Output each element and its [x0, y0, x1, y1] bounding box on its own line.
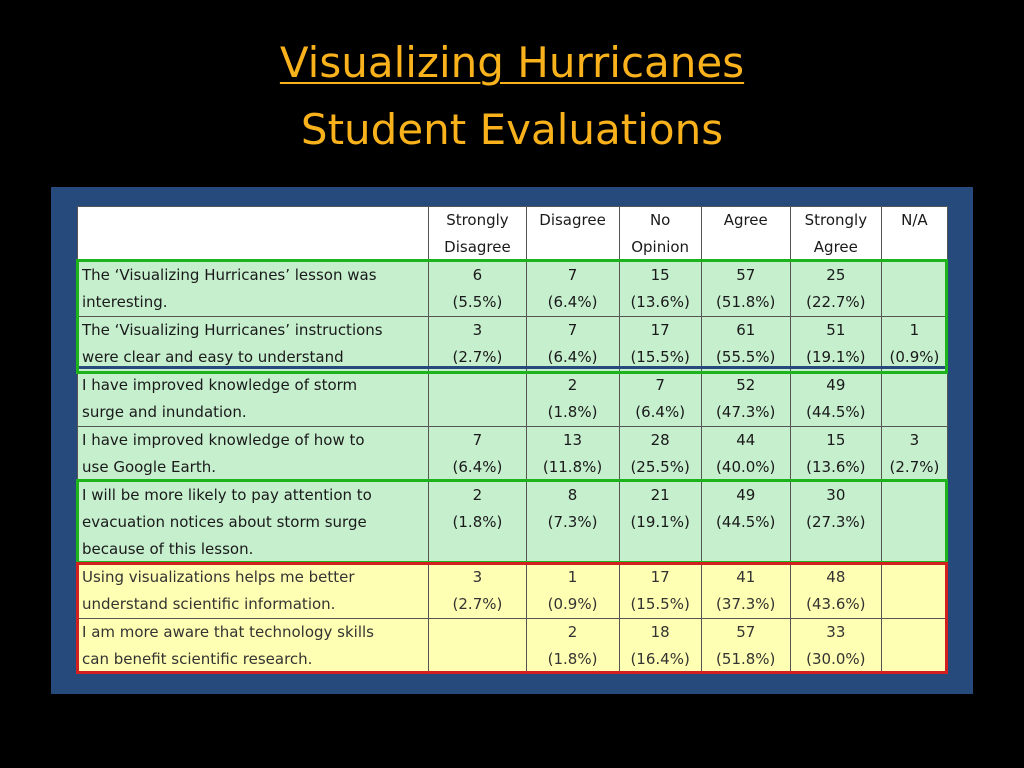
slide-title: Visualizing Hurricanes — [279, 38, 745, 87]
value-cell — [526, 482, 619, 564]
count-value: 7 — [655, 376, 665, 394]
value-cell — [619, 372, 701, 427]
table-row — [78, 372, 948, 427]
percent-value: (6.4%) — [547, 293, 598, 311]
header-line: Strongly — [804, 211, 868, 229]
statement-cell — [78, 564, 429, 619]
value-cell — [881, 427, 947, 482]
percent-value: (0.9%) — [889, 348, 940, 366]
statement-line: I have improved knowledge of storm — [82, 376, 358, 394]
percent-value: (0.9%) — [547, 595, 598, 613]
percent-value: (2.7%) — [889, 458, 940, 476]
value-cell — [429, 427, 526, 482]
percent-value: (6.4%) — [635, 403, 686, 421]
percent-value: (40.0%) — [716, 458, 776, 476]
count-value: 7 — [567, 266, 578, 284]
count-value: 44 — [736, 431, 756, 449]
percent-value: (47.3%) — [716, 403, 776, 421]
count-value: 1 — [567, 568, 578, 586]
count-value: 7 — [567, 321, 578, 339]
percent-value: (1.8%) — [452, 513, 503, 531]
header-no-opinion — [619, 207, 701, 262]
value-cell — [881, 317, 947, 372]
count-value: 21 — [650, 486, 670, 504]
count-value: 15 — [650, 266, 670, 284]
percent-value: (2.7%) — [452, 595, 503, 613]
header-statement — [78, 207, 429, 262]
value-cell — [526, 564, 619, 619]
count-value: 1 — [909, 321, 920, 339]
value-cell — [619, 619, 701, 674]
statement-line: use Google Earth. — [82, 458, 216, 476]
statement-cell — [78, 619, 429, 674]
header-line: N/A — [901, 211, 928, 229]
table-row — [78, 482, 948, 564]
value-cell — [881, 262, 947, 317]
value-cell — [790, 564, 881, 619]
count-value: 6 — [472, 266, 483, 284]
percent-value: (11.8%) — [542, 458, 603, 476]
percent-value: (27.3%) — [806, 513, 866, 531]
percent-value: (43.6%) — [806, 595, 866, 613]
value-cell — [619, 427, 701, 482]
statement-line: I am more aware that technology skills — [82, 623, 374, 641]
statement-line: I have improved knowledge of how to — [82, 431, 365, 449]
value-cell — [526, 372, 619, 427]
count-value: 17 — [650, 321, 670, 339]
value-cell — [790, 482, 881, 564]
header-row — [78, 207, 948, 262]
statement-line: The ‘Visualizing Hurricanes’ lesson was — [82, 266, 377, 284]
value-cell — [429, 482, 526, 564]
count-value: 25 — [826, 266, 846, 284]
value-cell — [790, 262, 881, 317]
count-value: 2 — [567, 376, 578, 394]
value-cell — [881, 619, 947, 674]
count-value: 8 — [567, 486, 578, 504]
count-value: 15 — [826, 431, 846, 449]
header-agree — [701, 207, 790, 262]
percent-value: (13.6%) — [806, 458, 866, 476]
value-cell — [526, 262, 619, 317]
header-line: Agree — [813, 238, 858, 256]
header-na — [881, 207, 947, 262]
value-cell — [526, 619, 619, 674]
percent-value: (22.7%) — [806, 293, 866, 311]
percent-value: (55.5%) — [716, 348, 776, 366]
percent-value: (51.8%) — [716, 293, 776, 311]
value-cell — [790, 619, 881, 674]
percent-value: (2.7%) — [452, 348, 503, 366]
percent-value: (1.8%) — [547, 650, 598, 668]
count-value: 17 — [650, 568, 670, 586]
statement-line: surge and inundation. — [82, 403, 247, 421]
percent-value: (15.5%) — [630, 595, 690, 613]
count-value: 28 — [650, 431, 670, 449]
count-value: 7 — [472, 431, 483, 449]
statement-line: interesting. — [82, 293, 168, 311]
value-cell — [790, 317, 881, 372]
header-disagree — [526, 207, 619, 262]
percent-value: (16.4%) — [630, 650, 690, 668]
statement-line: understand scientific information. — [82, 595, 336, 613]
header-line: Strongly — [446, 211, 509, 229]
header-line: Opinion — [631, 238, 690, 256]
percent-value: (37.3%) — [716, 595, 776, 613]
percent-value: (44.5%) — [806, 403, 866, 421]
percent-value: (5.5%) — [452, 293, 503, 311]
value-cell — [619, 482, 701, 564]
count-value: 57 — [736, 623, 756, 641]
percent-value: (44.5%) — [716, 513, 776, 531]
percent-value: (19.1%) — [806, 348, 866, 366]
value-cell — [619, 262, 701, 317]
statement-cell — [78, 372, 429, 427]
percent-value: (1.8%) — [547, 403, 598, 421]
percent-value: (13.6%) — [630, 293, 690, 311]
count-value: 52 — [736, 376, 756, 394]
statement-line: The ‘Visualizing Hurricanes’ instructions — [82, 321, 383, 339]
header-line: No — [649, 211, 671, 229]
value-cell — [701, 564, 790, 619]
value-cell — [429, 372, 526, 427]
value-cell — [881, 482, 947, 564]
percent-value: (25.5%) — [630, 458, 690, 476]
count-value: 2 — [567, 623, 578, 641]
statement-line: were clear and easy to understand — [82, 348, 344, 366]
table-row — [78, 262, 948, 317]
statement-cell — [78, 482, 429, 564]
count-value: 3 — [472, 568, 483, 586]
value-cell — [701, 372, 790, 427]
value-cell — [429, 564, 526, 619]
count-value: 48 — [826, 568, 846, 586]
count-value: 13 — [563, 431, 583, 449]
count-value: 3 — [472, 321, 483, 339]
count-value: 51 — [826, 321, 846, 339]
evaluation-table — [77, 206, 948, 674]
statement-line: Using visualizations helps me better — [82, 568, 355, 586]
statement-cell — [78, 427, 429, 482]
header-strongly-disagree — [429, 207, 526, 262]
slide-subtitle: Student Evaluations — [300, 105, 724, 154]
count-value: 49 — [826, 376, 846, 394]
count-value: 18 — [650, 623, 670, 641]
header-line: Agree — [723, 211, 768, 229]
value-cell — [619, 317, 701, 372]
value-cell — [701, 482, 790, 564]
value-cell — [526, 317, 619, 372]
count-value: 3 — [909, 431, 920, 449]
value-cell — [790, 427, 881, 482]
count-value: 57 — [736, 266, 756, 284]
percent-value: (51.8%) — [716, 650, 776, 668]
table-row — [78, 564, 948, 619]
value-cell — [881, 372, 947, 427]
value-cell — [701, 317, 790, 372]
count-value: 33 — [826, 623, 846, 641]
percent-value: (6.4%) — [547, 348, 598, 366]
percent-value: (30.0%) — [806, 650, 866, 668]
header-line: Disagree — [539, 211, 606, 229]
value-cell — [429, 262, 526, 317]
value-cell — [790, 372, 881, 427]
value-cell — [701, 619, 790, 674]
count-value: 49 — [736, 486, 756, 504]
value-cell — [701, 427, 790, 482]
statement-cell — [78, 317, 429, 372]
value-cell — [429, 317, 526, 372]
table-row — [78, 619, 948, 674]
statement-line: I will be more likely to pay attention to — [82, 486, 372, 504]
value-cell — [881, 564, 947, 619]
statement-line: can benefit scientific research. — [82, 650, 313, 668]
row-separator — [78, 366, 947, 369]
value-cell — [619, 564, 701, 619]
count-value: 41 — [736, 568, 756, 586]
percent-value: (6.4%) — [452, 458, 503, 476]
value-cell — [701, 262, 790, 317]
count-value: 2 — [472, 486, 483, 504]
header-line: Disagree — [444, 238, 511, 256]
table-row — [78, 317, 948, 372]
percent-value: (7.3%) — [547, 513, 598, 531]
count-value: 30 — [826, 486, 846, 504]
statement-line: because of this lesson. — [82, 540, 254, 558]
percent-value: (19.1%) — [630, 513, 690, 531]
value-cell — [429, 619, 526, 674]
percent-value: (15.5%) — [630, 348, 690, 366]
header-strongly-agree — [790, 207, 881, 262]
table-row — [78, 427, 948, 482]
statement-cell — [78, 262, 429, 317]
count-value: 61 — [736, 321, 756, 339]
statement-line: evacuation notices about storm surge — [82, 513, 367, 531]
value-cell — [526, 427, 619, 482]
